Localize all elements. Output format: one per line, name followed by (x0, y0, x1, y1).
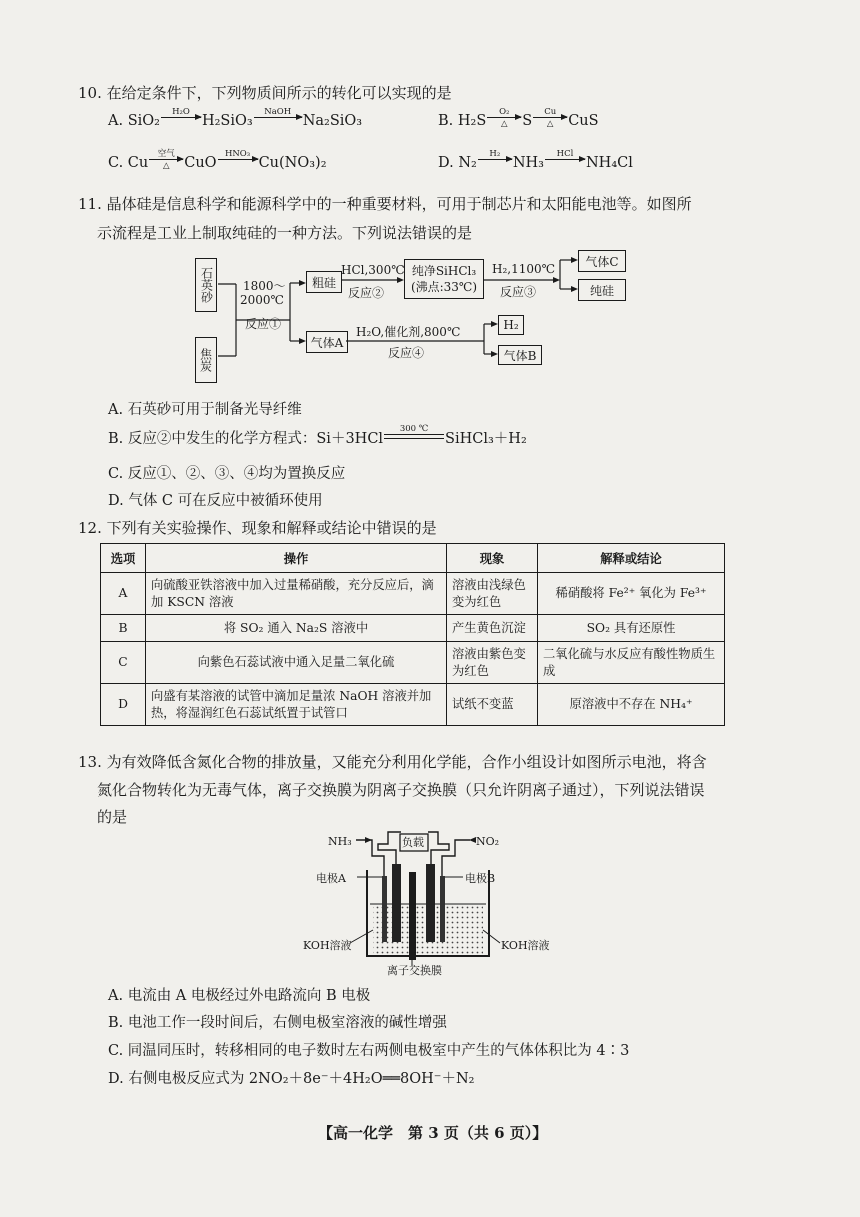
ion-exchange-membrane (409, 872, 416, 960)
q13-stem-line3: 的是 (97, 808, 128, 826)
col-operation: 操作 (146, 544, 447, 573)
reaction2-label: 反应② (348, 286, 385, 300)
row-operation: 向紫色石蕊试液中通入足量二氧化硫 (146, 642, 447, 684)
nh3-inlet-label: NH₃ (328, 835, 352, 848)
row-option: B (101, 615, 146, 642)
reaction-arrow-icon: O₂ △ (487, 108, 521, 129)
pure-silicon-box: 纯硅 (578, 279, 626, 301)
reaction3-label: 反应③ (500, 285, 537, 299)
electrode-a (392, 864, 401, 942)
col-option: 选项 (101, 544, 146, 573)
row-phenomenon: 试纸不变蓝 (447, 684, 538, 726)
gas-a-box: 气体A (306, 331, 348, 353)
q11-stem-line1: 11. 晶体硅是信息科学和能源科学中的一种重要材料，可用于制芯片和太阳能电池等。如图所 (78, 195, 692, 213)
q10-d-mid: NH₃ (512, 155, 544, 171)
crude-silicon-box: 粗硅 (306, 271, 342, 293)
q12-stem: 12. 下列有关实验操作、现象和解释或结论中错误的是 (78, 519, 437, 537)
q10-d-start: D. N₂ (438, 155, 477, 171)
q11-option-c: C. 反应①、②、③、④均为置换反应 (108, 466, 346, 482)
q10-c-mid: CuO (184, 155, 217, 171)
row-phenomenon: 溶液由紫色变为红色 (447, 642, 538, 684)
q11-option-d: D. 气体 C 可在反应中被循环使用 (108, 493, 323, 509)
q10-b-mid: S (522, 113, 533, 129)
q10-d-end: NH₄Cl (585, 155, 633, 171)
col-phenomenon: 现象 (447, 544, 538, 573)
reaction2-condition: HCl,300℃ (341, 263, 405, 277)
row-option: C (101, 642, 146, 684)
row-option: D (101, 684, 146, 726)
row-conclusion: 稀硝酸将 Fe²⁺ 氧化为 Fe³⁺ (538, 573, 725, 615)
q10-a-mid: H₂SiO₃ (201, 113, 253, 129)
col-conclusion: 解释或结论 (538, 544, 725, 573)
q13-option-b: B. 电池工作一段时间后，右侧电极室溶液的碱性增强 (108, 1015, 447, 1031)
pure-sihcl3-label: 纯净SiHCl₃ (411, 264, 477, 278)
gas-c-box: 气体C (578, 250, 626, 272)
q10-stem: 10. 在给定条件下，下列物质间所示的转化可以实现的是 (78, 84, 452, 102)
reaction-arrow-icon: NaOH (254, 108, 302, 129)
q13-stem-line2: 氮化合物转化为无毒气体，离子交换膜为阴离子交换膜（只允许阴离子通过），下列说法错误 (97, 781, 705, 799)
q11-b-pre: B. 反应②中发生的化学方程式：Si＋3HCl (108, 431, 384, 447)
q11-b-post: SiHCl₃＋H₂ (445, 431, 527, 447)
row-operation: 将 SO₂ 通入 Na₂S 溶液中 (146, 615, 447, 642)
reaction-arrow-icon: H₂ (478, 150, 512, 171)
q10-b-end: CuS (568, 113, 599, 129)
reaction-arrow-icon: HCl (545, 150, 585, 171)
q13-stem-line1: 13. 为有效降低含氮化合物的排放量，又能充分利用化学能，合作小组设计如图所示电池，将含 (78, 753, 707, 771)
equals-condition: 300 ℃ (384, 425, 444, 448)
membrane-label: 离子交换膜 (387, 964, 442, 977)
reaction3-condition: H₂,1100℃ (492, 262, 556, 276)
reaction4-label: 反应④ (388, 346, 425, 360)
reaction1-temp: 1800～ (243, 279, 286, 293)
row-conclusion: SO₂ 具有还原性 (538, 615, 725, 642)
q11-stem-line2: 示流程是工业上制取纯硅的一种方法。下列说法错误的是 (97, 224, 473, 242)
electrode-a-label: 电极A (316, 872, 346, 885)
electrode-b-label: 电极B (465, 872, 496, 885)
row-phenomenon: 溶液由浅绿色变为红色 (447, 573, 538, 615)
reaction-arrow-icon: 空气 △ (149, 150, 183, 171)
q10-a-end: Na₂SiO₃ (302, 113, 363, 129)
no2-inlet-label: NO₂ (476, 835, 500, 848)
q10-b-start: B. H₂S (438, 113, 487, 129)
page-footer: 【高一化学 第 3 页（共 6 页）】 (318, 1124, 548, 1142)
quartz-sand-box: 石英砂 (195, 258, 217, 312)
gas-b-box: 气体B (498, 345, 542, 365)
reaction1-label: 反应① (245, 317, 282, 331)
row-conclusion: 二氧化硫与水反应有酸性物质生成 (538, 642, 725, 684)
reaction1-temp-b: 2000℃ (240, 293, 284, 307)
reaction-arrow-icon: H₂O (161, 108, 201, 129)
koh-left-label: KOH溶液 (303, 939, 352, 952)
row-conclusion: 原溶液中不存在 NH₄⁺ (538, 684, 725, 726)
row-operation: 向硫酸亚铁溶液中加入过量稀硝酸，充分反应后，滴加 KSCN 溶液 (146, 573, 447, 615)
reaction-arrow-icon: Cu △ (533, 108, 567, 129)
load-label: 负载 (402, 836, 424, 849)
reaction-arrow-icon: HNO₃ (218, 150, 258, 171)
q11-option-a: A. 石英砂可用于制备光导纤维 (108, 402, 302, 418)
row-option: A (101, 573, 146, 615)
electrode-b (426, 864, 435, 942)
row-phenomenon: 产生黄色沉淀 (447, 615, 538, 642)
q13-option-a: A. 电流由 A 电极经过外电路流向 B 电极 (108, 988, 371, 1004)
q10-c-end: Cu(NO₃)₂ (258, 155, 327, 171)
boiling-point-label: (沸点:33℃) (410, 280, 478, 294)
q13-option-d: D. 右侧电极反应式为 2NO₂＋8e⁻＋4H₂O══8OH⁻＋N₂ (108, 1071, 475, 1087)
row-operation: 向盛有某溶液的试管中滴加足量浓 NaOH 溶液并加热，将湿润红色石蕊试纸置于试管口 (146, 684, 447, 726)
reaction4-condition: H₂O,催化剂,800℃ (356, 325, 461, 339)
h2-box: H₂ (498, 315, 524, 335)
koh-right-label: KOH溶液 (501, 939, 550, 952)
q10-a-start: A. SiO₂ (108, 113, 160, 129)
q10-c-start: C. Cu (108, 155, 149, 171)
coke-box: 焦炭 (195, 337, 217, 383)
q13-option-c: C. 同温同压时，转移相同的电子数时左右两侧电极室中产生的气体体积比为 4∶3 (108, 1043, 630, 1059)
